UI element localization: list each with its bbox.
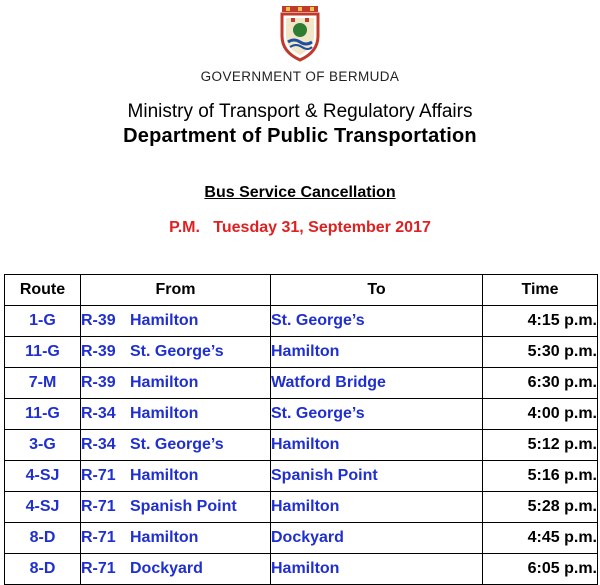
time-cell: 6:05 p.m. (483, 554, 598, 585)
time-cell: 5:16 p.m. (483, 461, 598, 492)
route-cell: 3-G (5, 430, 81, 461)
header-from: From (81, 275, 271, 306)
route-cell: 4-SJ (5, 492, 81, 523)
route-code: R-71 (81, 560, 116, 577)
notice-period: P.M. (169, 219, 200, 236)
from-stop: Dockyard (130, 560, 203, 577)
route-code: R-34 (81, 436, 116, 453)
from-stop: Hamilton (130, 405, 199, 422)
notice-date-line (0, 219, 600, 237)
route-code: R-71 (81, 498, 116, 515)
to-cell: Hamilton (271, 430, 483, 461)
from-cell (81, 430, 271, 461)
table-row (5, 337, 598, 368)
to-cell: Spanish Point (271, 461, 483, 492)
route-cell: 7-M (5, 368, 81, 399)
time-cell: 4:15 p.m. (483, 306, 598, 337)
from-stop: St. George’s (130, 343, 224, 360)
from-cell (81, 523, 271, 554)
notice-date: Tuesday 31, September 2017 (213, 219, 431, 236)
time-cell: 5:28 p.m. (483, 492, 598, 523)
header-route: Route (5, 275, 81, 306)
from-cell (81, 306, 271, 337)
route-cell: 8-D (5, 523, 81, 554)
route-cell: 11-G (5, 337, 81, 368)
time-cell: 5:30 p.m. (483, 337, 598, 368)
table-header-row (5, 275, 598, 306)
to-cell: Hamilton (271, 554, 483, 585)
from-stop: Hamilton (130, 374, 199, 391)
from-cell (81, 368, 271, 399)
table-row (5, 523, 598, 554)
ministry-name: Ministry of Transport & Regulatory Affairs (127, 101, 473, 122)
from-stop: Hamilton (130, 312, 199, 329)
to-cell: Hamilton (271, 337, 483, 368)
to-cell: Dockyard (271, 523, 483, 554)
route-cell: 4-SJ (5, 461, 81, 492)
table-body (5, 306, 598, 585)
notice-title: Bus Service Cancellation (204, 184, 396, 201)
to-cell: Hamilton (271, 492, 483, 523)
from-cell (81, 554, 271, 585)
from-stop: St. George’s (130, 436, 224, 453)
to-cell: Watford Bridge (271, 368, 483, 399)
cancellation-table (4, 274, 598, 585)
route-code: R-71 (81, 467, 116, 484)
table-row (5, 461, 598, 492)
to-cell: St. George’s (271, 306, 483, 337)
from-cell (81, 492, 271, 523)
table-row (5, 306, 598, 337)
from-cell (81, 461, 271, 492)
to-cell: St. George’s (271, 399, 483, 430)
from-stop: Hamilton (130, 467, 199, 484)
route-code: R-34 (81, 405, 116, 422)
time-cell: 6:30 p.m. (483, 368, 598, 399)
table-row (5, 554, 598, 585)
time-cell: 4:00 p.m. (483, 399, 598, 430)
table-row (5, 368, 598, 399)
department-name: Department of Public Transportation (123, 125, 477, 147)
header-to: To (271, 275, 483, 306)
header-time: Time (483, 275, 598, 306)
from-stop: Spanish Point (130, 498, 237, 515)
table-row (5, 399, 598, 430)
route-code: R-39 (81, 343, 116, 360)
table-row (5, 430, 598, 461)
route-cell: 8-D (5, 554, 81, 585)
route-code: R-39 (81, 312, 116, 329)
time-cell: 4:45 p.m. (483, 523, 598, 554)
from-stop: Hamilton (130, 529, 199, 546)
time-cell: 5:12 p.m. (483, 430, 598, 461)
government-name: GOVERNMENT OF BERMUDA (200, 69, 400, 84)
route-cell: 11-G (5, 399, 81, 430)
from-cell (81, 337, 271, 368)
bermuda-coat-of-arms-icon (276, 6, 324, 62)
table-row (5, 492, 598, 523)
route-code: R-71 (81, 529, 116, 546)
from-cell (81, 399, 271, 430)
route-code: R-39 (81, 374, 116, 391)
route-cell: 1-G (5, 306, 81, 337)
